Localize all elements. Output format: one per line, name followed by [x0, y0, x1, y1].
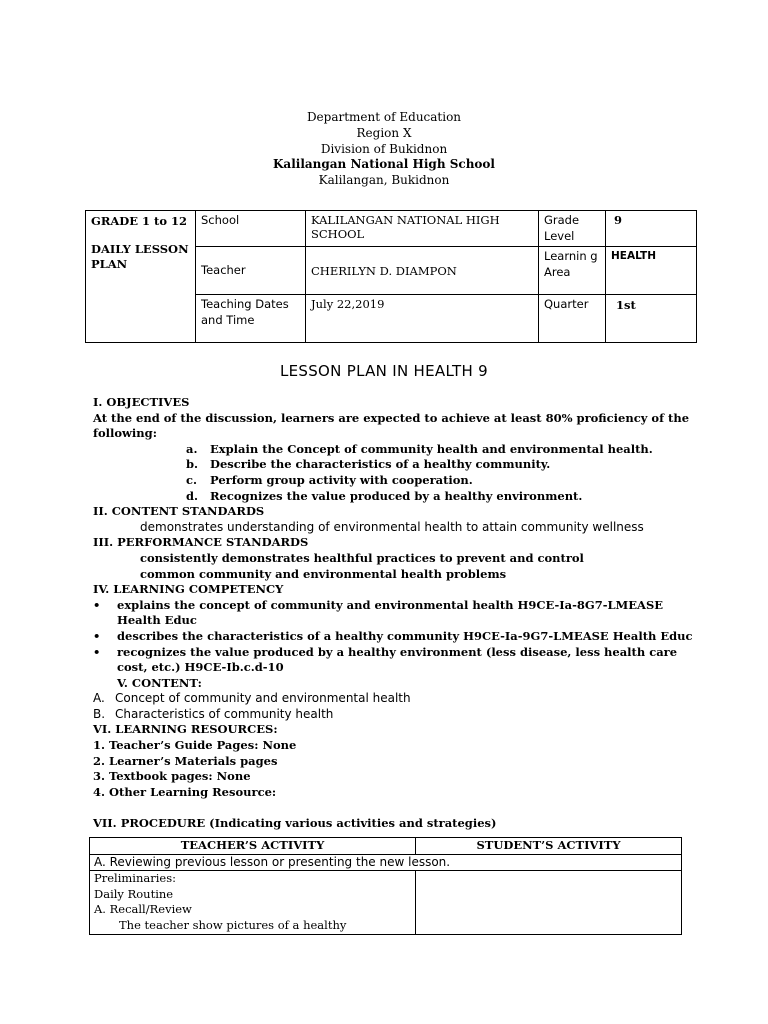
list-item: c. Perform group activity with cooperation.: [186, 472, 473, 487]
dates-value: July 22,2019: [306, 295, 539, 343]
preliminaries-label: Preliminaries:: [94, 871, 176, 886]
list-item: a. Explain the Concept of community health and environmental health.: [186, 441, 653, 456]
student-activity-header: STUDENT’S ACTIVITY: [416, 838, 682, 855]
list-item: 2. Learner’s Materials pages: [93, 753, 278, 768]
grade-level-label: Grade Level: [539, 211, 606, 247]
list-item: • recognizes the value produced by a healthy environment (less disease, less health care cost, etc.) H9CE-Ib.c.d-10: [93, 644, 678, 675]
grade-cell: [86, 211, 196, 343]
grade-level-value: 9: [606, 211, 697, 247]
learning-area-label: Learnin g Area: [539, 247, 606, 295]
quarter-value: 1st: [606, 295, 697, 343]
teacher-activity-header: TEACHER’S ACTIVITY: [90, 838, 416, 855]
dlp-label: DAILY LESSON PLAN: [91, 242, 189, 271]
lesson-body: [93, 395, 693, 832]
list-item: b. Describe the characteristics of a healthy community.: [186, 457, 551, 472]
document-header: [0, 110, 768, 189]
objectives-intro: At the end of the discussion, learners are expected to achieve at least 80% proficiency of the following:: [93, 410, 690, 441]
content-heading: V. CONTENT:: [117, 675, 202, 690]
grade-label: GRADE 1 to 12: [91, 214, 188, 228]
learning-area-value: HEALTH: [606, 247, 697, 295]
quarter-label: Quarter: [539, 295, 606, 343]
student-activity-cell: [416, 871, 682, 935]
procedure-heading: VII. PROCEDURE (Indicating various activities and strategies): [93, 816, 497, 831]
list-item: 1. Teacher’s Guide Pages: None: [93, 738, 297, 753]
competency-heading: IV. LEARNING COMPETENCY: [93, 582, 284, 597]
list-item: B. Characteristics of community health: [93, 706, 334, 721]
objectives-list: [93, 442, 693, 504]
performance-standards-text: consistently demonstrates healthful practices to prevent and control common community and environmental health problems: [140, 550, 584, 581]
info-table: [85, 210, 697, 343]
lesson-plan-title: LESSON PLAN IN HEALTH 9: [279, 362, 489, 380]
header-school: Kalilangan National High School: [273, 157, 495, 172]
header-division: Division of Bukidnon: [320, 141, 448, 156]
list-item: d. Recognizes the value produced by a healthy environment.: [186, 488, 583, 503]
list-item: 4. Other Learning Resource:: [93, 784, 277, 799]
list-item: A. Concept of community and environmental health: [93, 691, 411, 706]
objectives-heading: I. OBJECTIVES: [93, 395, 190, 409]
content-standards-heading: II. CONTENT STANDARDS: [93, 504, 265, 519]
content-standards-text: demonstrates understanding of environmental health to attain community wellness: [140, 519, 644, 534]
teacher-activity-cell: [90, 871, 416, 935]
header-department: Department of Education: [306, 110, 462, 124]
procedure-table: [89, 837, 682, 935]
teacher-label: Teacher: [196, 247, 306, 295]
school-value: KALILANGAN NATIONAL HIGH SCHOOL: [306, 211, 539, 247]
list-item: • explains the concept of community and environmental health H9CE-Ia-8G7-LMEASE Health Educ: [93, 597, 664, 628]
header-location: Kalilangan, Bukidnon: [318, 173, 450, 188]
list-item: • describes the characteristics of a healthy community H9CE-Ia-9G7-LMEASE Health Educ: [93, 628, 693, 643]
performance-standards-heading: III. PERFORMANCE STANDARDS: [93, 535, 309, 550]
school-label: School: [196, 211, 306, 247]
resources-heading: VI. LEARNING RESOURCES:: [93, 722, 278, 737]
teacher-value: CHERILYN D. DIAMPON: [306, 247, 539, 295]
table-row: A. Reviewing previous lesson or presenting the new lesson.: [90, 854, 682, 871]
daily-routine-label: Daily Routine: [94, 886, 174, 901]
list-item: 3. Textbook pages: None: [93, 769, 251, 784]
dates-label: Teaching Dates and Time: [196, 295, 306, 343]
recall-label: A. Recall/Review: [94, 902, 192, 917]
header-region: Region X: [356, 125, 412, 140]
show-pictures-text: The teacher show pictures of a healthy: [119, 917, 347, 932]
